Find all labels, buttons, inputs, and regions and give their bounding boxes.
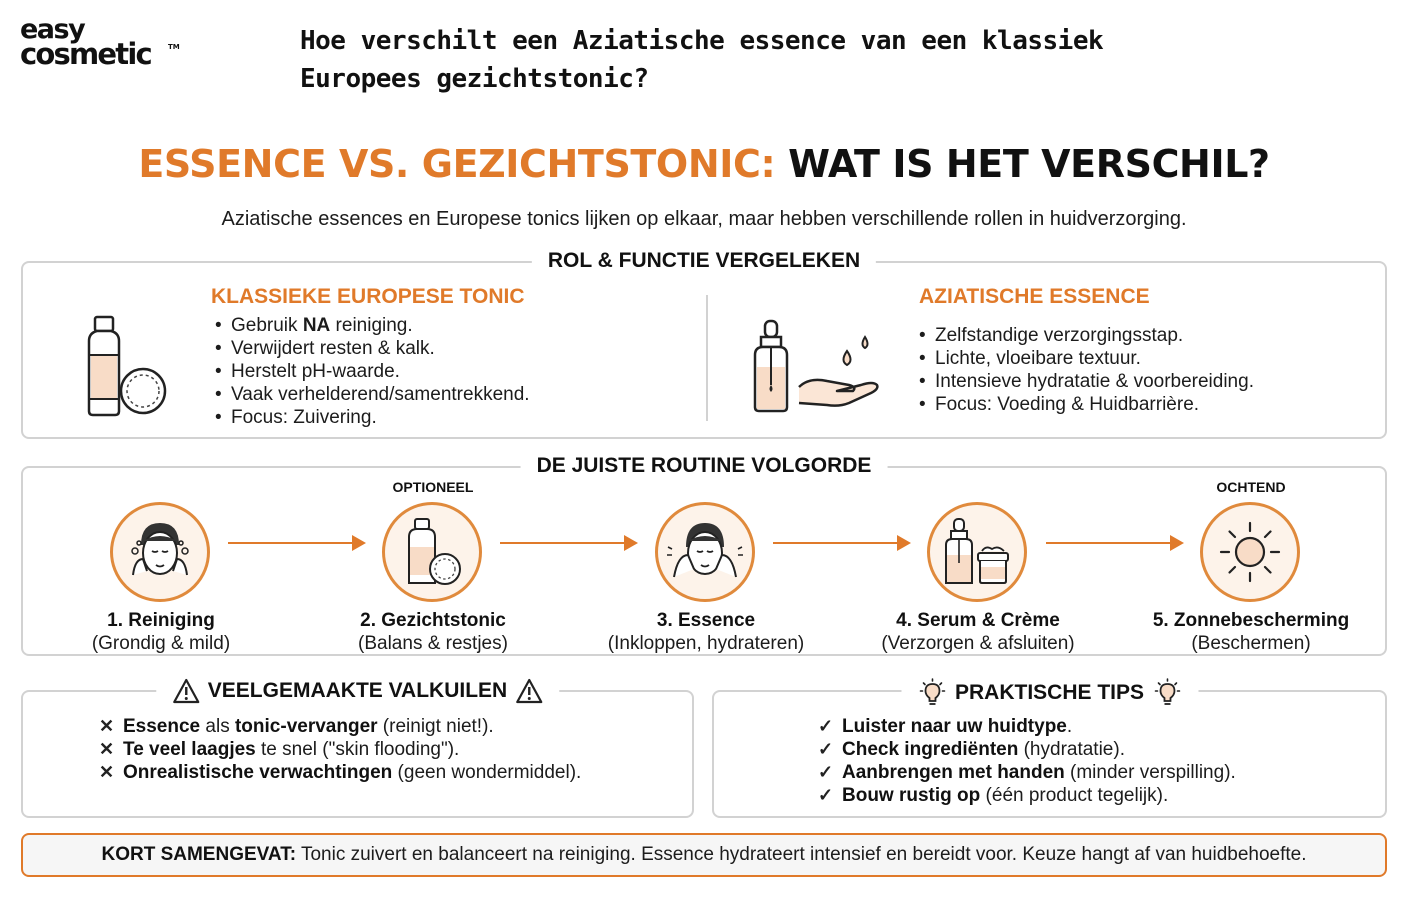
tips-panel [712, 681, 1387, 818]
tip-item-2 [818, 738, 1236, 761]
pitfall-1-bold2: tonic-vervanger [234, 716, 378, 737]
pitfalls-panel [21, 679, 694, 818]
step-tag: OCHTEND [1216, 479, 1286, 495]
check-icon: ✓ [818, 716, 834, 736]
serum-cream-jar-icon [930, 505, 1024, 599]
tonic-bullet-4: • Vaak verhelderend/samentrekkend. [215, 383, 530, 406]
main-title-part1: ESSENCE VS. GEZICHTSTONIC: [138, 142, 776, 186]
pitfall-3-post: (geen wondermiddel). [392, 762, 582, 783]
essence-bullet-1: • Zelfstandige verzorgingsstap. [919, 324, 1254, 347]
tonic-bottle-icon [385, 505, 479, 599]
cross-icon: ✕ [99, 739, 115, 759]
cross-icon: ✕ [99, 762, 115, 782]
tip-1-post: . [1066, 716, 1073, 737]
step-name: 3. Essence [656, 610, 756, 631]
tonic-bullet-1 [215, 314, 530, 337]
lightbulb-icon [1152, 678, 1182, 708]
summary-bar [21, 833, 1387, 877]
easy-cosmetic-logo [20, 14, 180, 71]
logo-trademark: TM [168, 43, 180, 51]
step-icon-circle [110, 502, 210, 602]
tonic-bullet-2: • Verwijdert resten & kalk. [215, 337, 530, 360]
step-name: 4. Serum & Crème [896, 610, 1060, 631]
question-heading: Hoe verschilt een Aziatische essence van een klassiek Europees gezichtstonic? [300, 26, 1104, 94]
step-icon-circle [927, 502, 1027, 602]
face-cleansing-icon [113, 505, 207, 599]
pitfall-2-bold: Te veel laagjes [123, 739, 256, 760]
face-patting-icon [658, 505, 752, 599]
tonic-bullet-3: • Herstelt pH-waarde. [215, 360, 530, 383]
tonic-bullet-1-post: reiniging. [330, 315, 413, 336]
logo-word-easy: easy [20, 14, 85, 45]
dropper-bottle-hand-icon [749, 319, 889, 415]
pitfall-1-bold: Essence [123, 716, 201, 737]
pitfall-item-3 [99, 761, 581, 784]
tonic-bottle-cotton-pad-icon [81, 315, 171, 419]
step-icon-circle [655, 502, 755, 602]
comparison-panel [21, 249, 1387, 439]
pitfall-1-post: (reinigt niet!). [377, 716, 494, 737]
step-tag: OPTIONEEL [392, 479, 474, 495]
step-description: (Inkloppen, hydrateren) [607, 633, 805, 654]
logo-word-cosmetic: cosmetic [20, 37, 151, 71]
step-icon-circle [382, 502, 482, 602]
summary-label: KORT SAMENGEVAT: [101, 844, 297, 865]
tonic-bullet-5: • Focus: Zuivering. [215, 406, 530, 429]
tips-heading [901, 678, 1198, 708]
tips-list [818, 715, 1236, 807]
step-description: (Beschermen) [1191, 633, 1311, 654]
tonic-bullet-1-bold: NA [302, 315, 331, 336]
pitfall-item-1 [99, 715, 581, 738]
step-description: (Balans & restjes) [358, 633, 508, 654]
warning-icon [515, 678, 543, 704]
pitfalls-heading [156, 678, 559, 704]
pitfall-3-bold: Onrealistische verwachtingen [123, 762, 393, 783]
essence-bullet-4: • Focus: Voeding & Huidbarrière. [919, 393, 1254, 416]
routine-arrow-4 [1046, 542, 1182, 544]
tip-2-bold: Check ingrediënten [842, 739, 1019, 760]
routine-panel [21, 454, 1387, 656]
routine-heading [521, 454, 888, 478]
tip-1-bold: Luister naar uw huidtype [842, 716, 1067, 737]
pitfall-2-post: te snel ("skin flooding"). [255, 739, 460, 760]
comparison-heading [532, 249, 876, 273]
warning-icon [172, 678, 200, 704]
step-name: 2. Gezichtstonic [360, 610, 506, 631]
routine-arrow-3 [773, 542, 909, 544]
tip-item-1 [818, 715, 1236, 738]
essence-bullet-3: • Intensieve hydratatie & voorbereiding. [919, 370, 1254, 393]
pitfall-item-2 [99, 738, 581, 761]
main-title [0, 142, 1408, 186]
routine-heading-text: DE JUISTE ROUTINE VOLGORDE [536, 454, 872, 477]
tip-4-post: (één product tegelijk). [980, 785, 1169, 806]
tip-4-bold: Bouw rustig op [842, 785, 981, 806]
routine-arrow-2 [500, 542, 636, 544]
check-icon: ✓ [818, 762, 834, 782]
essence-column-title: AZIATISCHE ESSENCE [919, 285, 1150, 308]
sun-icon [1203, 505, 1297, 599]
subtitle: Aziatische essences en Europese tonics lijken op elkaar, maar hebben verschillende rollen in huidverzorging. [221, 208, 1187, 230]
summary-text: Tonic zuivert en balanceert na reiniging. Essence hydrateert intensief en bereidt voor. Keuze hangt af van huidbehoefte. [296, 844, 1307, 865]
step-description: (Verzorgen & afsluiten) [881, 633, 1075, 654]
tip-item-4 [818, 784, 1236, 807]
step-icon-circle [1200, 502, 1300, 602]
comparison-divider [706, 295, 708, 421]
pitfalls-heading-text: VEELGEMAAKTE VALKUILEN [207, 679, 508, 702]
lightbulb-icon [917, 678, 947, 708]
comparison-heading-text: ROL & FUNCTIE VERGELEKEN [547, 249, 861, 272]
pitfalls-list [99, 715, 581, 784]
tonic-bullet-1-pre: Gebruik [231, 315, 303, 336]
tonic-bullets [215, 314, 530, 429]
check-icon: ✓ [818, 785, 834, 805]
routine-arrow-1 [228, 542, 364, 544]
main-title-part2: WAT IS HET VERSCHIL? [788, 142, 1270, 186]
tips-heading-text: PRAKTISCHE TIPS [954, 681, 1145, 704]
pitfall-1-mid: als [200, 716, 235, 737]
cross-icon: ✕ [99, 716, 115, 736]
tip-3-post: (minder verspilling). [1064, 762, 1236, 783]
step-description: (Grondig & mild) [91, 633, 231, 654]
essence-bullets [919, 324, 1254, 416]
tip-2-post: (hydratatie). [1018, 739, 1125, 760]
check-icon: ✓ [818, 739, 834, 759]
tonic-column-title: KLASSIEKE EUROPESE TONIC [211, 285, 525, 308]
step-name: 5. Zonnebescherming [1152, 610, 1350, 631]
step-name: 1. Reiniging [107, 610, 215, 631]
essence-bullet-2: • Lichte, vloeibare textuur. [919, 347, 1254, 370]
tip-item-3 [818, 761, 1236, 784]
tip-3-bold: Aanbrengen met handen [842, 762, 1065, 783]
